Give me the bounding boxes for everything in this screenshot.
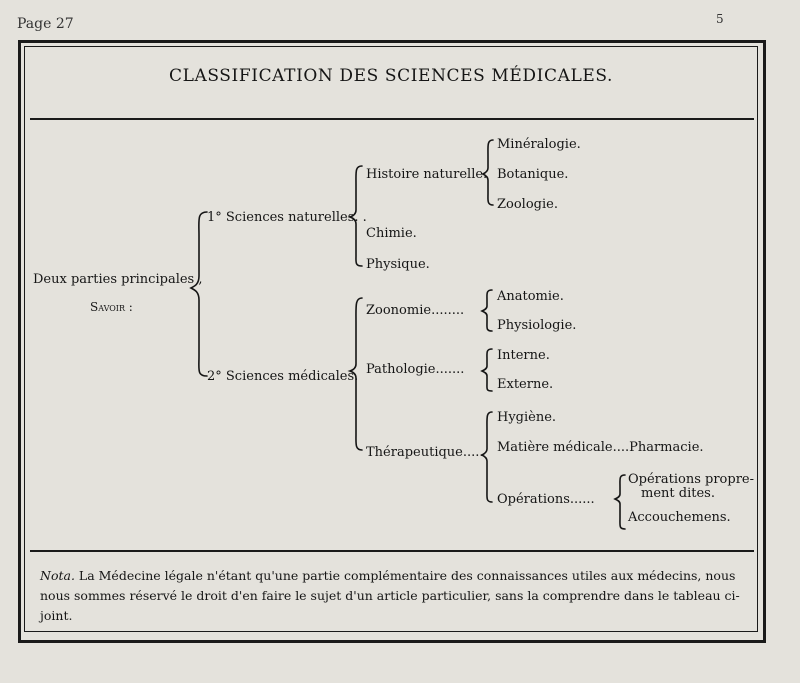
nota-label: Nota. (40, 568, 75, 583)
anatomie: Anatomie. (497, 289, 564, 304)
pathologie-label: Pathologie. (366, 362, 440, 377)
zoologie: Zoologie. (497, 197, 558, 212)
therapeutique-label: Thérapeutique. (366, 445, 467, 460)
brace-level1 (191, 212, 207, 376)
table-title: CLASSIFICATION DES SCIENCES MÉDICALES. (168, 66, 613, 86)
operations-propres-line2: ment dites. (641, 486, 715, 501)
histoire-naturelle: Histoire naturelle. (366, 167, 488, 182)
operations-label: Opérations (497, 492, 570, 507)
interne: Interne. (497, 348, 550, 363)
pharmacie: Pharmacie. (629, 440, 704, 455)
zoonomie-label: Zoonomie (366, 303, 432, 318)
botanique: Botanique. (497, 167, 569, 182)
mineralogie: Minéralogie. (497, 137, 581, 152)
operations-dots: ...... (569, 492, 595, 507)
brace-operations (615, 475, 625, 529)
sciences-medicales: 2° Sciences médicales. (207, 369, 359, 384)
sciences-naturelles: 1° Sciences naturelles. . (207, 210, 367, 225)
nota-rule (30, 550, 754, 552)
operations (497, 492, 595, 507)
hygiene: Hygiène. (497, 410, 557, 425)
operations-propres-line1: Opérations propre- (628, 472, 755, 487)
chimie: Chimie. (366, 226, 417, 241)
therapeutique (366, 445, 484, 460)
root-label-line1: Deux parties principales , (33, 272, 203, 287)
accouchemens: Accouchemens. (628, 510, 731, 525)
brace-pathologie (482, 349, 492, 391)
matiere-medicale-label: Matière médicale (497, 440, 613, 455)
brace-zoonomie (482, 290, 492, 331)
zoonomie-dots: ........ (431, 303, 465, 318)
nota-note (40, 566, 752, 626)
matiere-medicale (497, 440, 704, 455)
corner-mark: 5 (716, 12, 724, 26)
pathologie-dots: ...... (439, 362, 465, 377)
page-number: Page 27 (17, 16, 74, 32)
physique: Physique. (366, 257, 430, 272)
externe: Externe. (497, 377, 554, 392)
pathologie (366, 362, 464, 377)
matiere-medicale-dots: .... (612, 440, 630, 455)
nota-text: La Médecine légale n'étant qu'une partie complémentaire des connaissances utiles aux médecins, nous nous sommes réservé le droit d'en faire le sujet d'un article particulier, sans la comprendre dans le tableau ci-joint. (40, 568, 740, 623)
therapeutique-dots: .... (467, 445, 484, 460)
zoonomie (366, 303, 464, 318)
physiologie: Physiologie. (497, 318, 577, 333)
root-label-line2: Savoir : (90, 300, 133, 314)
